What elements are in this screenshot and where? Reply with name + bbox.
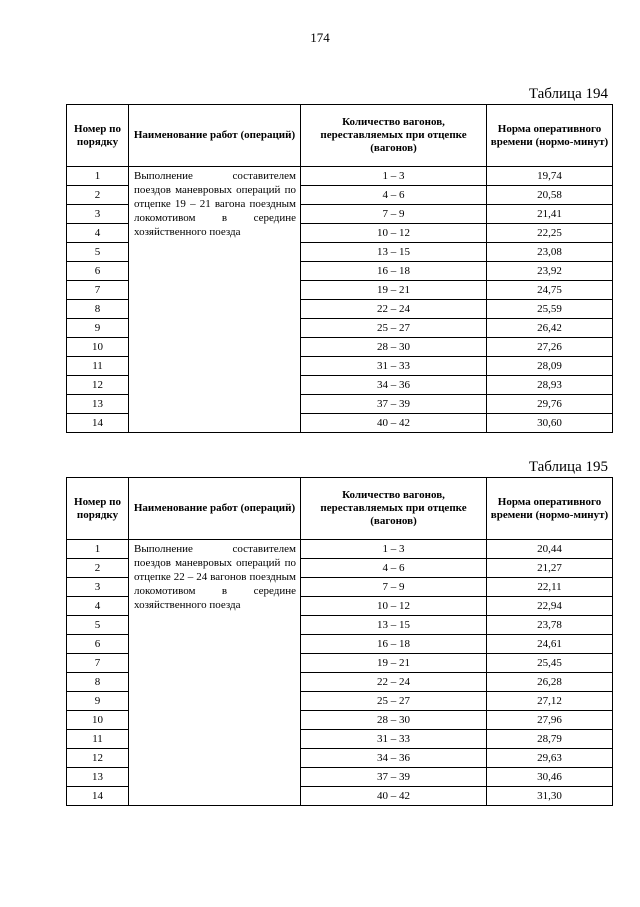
wagon-count-range: 1 – 3 xyxy=(301,167,487,186)
row-number: 2 xyxy=(67,559,129,578)
norm-time-value: 25,45 xyxy=(487,654,613,673)
header-norm-time: Норма оперативного времени (нормо-минут) xyxy=(487,478,613,540)
header-operation-name: Наименование работ (операций) xyxy=(129,105,301,167)
norm-time-value: 28,79 xyxy=(487,730,613,749)
row-number: 5 xyxy=(67,243,129,262)
norm-time-value: 19,74 xyxy=(487,167,613,186)
norm-time-value: 29,76 xyxy=(487,395,613,414)
norm-time-value: 27,26 xyxy=(487,338,613,357)
wagon-count-range: 13 – 15 xyxy=(301,616,487,635)
row-number: 14 xyxy=(67,787,129,806)
wagon-count-range: 34 – 36 xyxy=(301,376,487,395)
norm-time-value: 22,11 xyxy=(487,578,613,597)
row-number: 8 xyxy=(67,673,129,692)
row-number: 13 xyxy=(67,395,129,414)
wagon-count-range: 10 – 12 xyxy=(301,224,487,243)
norm-time-value: 28,09 xyxy=(487,357,613,376)
norm-time-value: 28,93 xyxy=(487,376,613,395)
header-operation-name: Наименование работ (операций) xyxy=(129,478,301,540)
row-number: 7 xyxy=(67,654,129,673)
wagon-count-range: 31 – 33 xyxy=(301,357,487,376)
row-number: 2 xyxy=(67,186,129,205)
row-number: 1 xyxy=(67,540,129,559)
norm-time-value: 23,92 xyxy=(487,262,613,281)
wagon-count-range: 19 – 21 xyxy=(301,654,487,673)
wagon-count-range: 7 – 9 xyxy=(301,578,487,597)
norm-time-value: 23,08 xyxy=(487,243,613,262)
wagon-count-range: 28 – 30 xyxy=(301,711,487,730)
row-number: 4 xyxy=(67,597,129,616)
row-number: 6 xyxy=(67,262,129,281)
wagon-count-range: 13 – 15 xyxy=(301,243,487,262)
wagon-count-range: 37 – 39 xyxy=(301,395,487,414)
wagon-count-range: 28 – 30 xyxy=(301,338,487,357)
norm-time-value: 27,96 xyxy=(487,711,613,730)
wagon-count-range: 4 – 6 xyxy=(301,559,487,578)
header-number: Номер по порядку xyxy=(67,105,129,167)
row-number: 10 xyxy=(67,338,129,357)
wagon-count-range: 10 – 12 xyxy=(301,597,487,616)
operation-description: Выполнение составителем поездов маневровых операций по отцепке 19 – 21 вагона поездным локомотивом в середине хозяйственного поезда xyxy=(129,167,301,433)
norm-time-value: 31,30 xyxy=(487,787,613,806)
row-number: 10 xyxy=(67,711,129,730)
wagon-count-range: 7 – 9 xyxy=(301,205,487,224)
operation-description: Выполнение составителем поездов маневровых операций по отцепке 22 – 24 вагонов поездным локомотивом в середине хозяйственного поезда xyxy=(129,540,301,806)
wagon-count-range: 4 – 6 xyxy=(301,186,487,205)
wagon-count-range: 1 – 3 xyxy=(301,540,487,559)
norm-time-value: 24,61 xyxy=(487,635,613,654)
row-number: 11 xyxy=(67,357,129,376)
norm-time-value: 22,94 xyxy=(487,597,613,616)
norm-time-value: 23,78 xyxy=(487,616,613,635)
header-wagon-count: Количество вагонов, переставляемых при отцепке (вагонов) xyxy=(301,478,487,540)
wagon-count-range: 40 – 42 xyxy=(301,787,487,806)
row-number: 8 xyxy=(67,300,129,319)
wagon-count-range: 31 – 33 xyxy=(301,730,487,749)
norm-time-value: 29,63 xyxy=(487,749,613,768)
norm-time-value: 30,46 xyxy=(487,768,613,787)
norm-time-value: 21,41 xyxy=(487,205,613,224)
wagon-count-range: 19 – 21 xyxy=(301,281,487,300)
norm-time-value: 25,59 xyxy=(487,300,613,319)
row-number: 12 xyxy=(67,749,129,768)
table-caption: Таблица 194 xyxy=(528,86,608,102)
wagon-count-range: 37 – 39 xyxy=(301,768,487,787)
norm-time-value: 22,25 xyxy=(487,224,613,243)
table-caption: Таблица 195 xyxy=(528,459,608,475)
header-norm-time: Норма оперативного времени (нормо-минут) xyxy=(487,105,613,167)
norm-time-value: 27,12 xyxy=(487,692,613,711)
wagon-count-range: 34 – 36 xyxy=(301,749,487,768)
wagon-count-range: 22 – 24 xyxy=(301,673,487,692)
row-number: 9 xyxy=(67,319,129,338)
norm-time-value: 26,28 xyxy=(487,673,613,692)
norm-time-value: 20,58 xyxy=(487,186,613,205)
norm-table xyxy=(66,104,613,433)
wagon-count-range: 25 – 27 xyxy=(301,692,487,711)
norm-time-value: 26,42 xyxy=(487,319,613,338)
wagon-count-range: 22 – 24 xyxy=(301,300,487,319)
row-number: 3 xyxy=(67,205,129,224)
row-number: 14 xyxy=(67,414,129,433)
row-number: 6 xyxy=(67,635,129,654)
norm-time-value: 20,44 xyxy=(487,540,613,559)
row-number: 3 xyxy=(67,578,129,597)
norm-table xyxy=(66,477,613,806)
norm-time-value: 21,27 xyxy=(487,559,613,578)
row-number: 7 xyxy=(67,281,129,300)
page-number: 174 xyxy=(310,30,330,45)
row-number: 9 xyxy=(67,692,129,711)
wagon-count-range: 40 – 42 xyxy=(301,414,487,433)
header-number: Номер по порядку xyxy=(67,478,129,540)
table-row xyxy=(67,540,613,559)
header-wagon-count: Количество вагонов, переставляемых при отцепке (вагонов) xyxy=(301,105,487,167)
row-number: 5 xyxy=(67,616,129,635)
norm-time-value: 30,60 xyxy=(487,414,613,433)
wagon-count-range: 16 – 18 xyxy=(301,635,487,654)
wagon-count-range: 25 – 27 xyxy=(301,319,487,338)
row-number: 12 xyxy=(67,376,129,395)
row-number: 1 xyxy=(67,167,129,186)
row-number: 13 xyxy=(67,768,129,787)
row-number: 4 xyxy=(67,224,129,243)
norm-time-value: 24,75 xyxy=(487,281,613,300)
wagon-count-range: 16 – 18 xyxy=(301,262,487,281)
table-row xyxy=(67,167,613,186)
row-number: 11 xyxy=(67,730,129,749)
